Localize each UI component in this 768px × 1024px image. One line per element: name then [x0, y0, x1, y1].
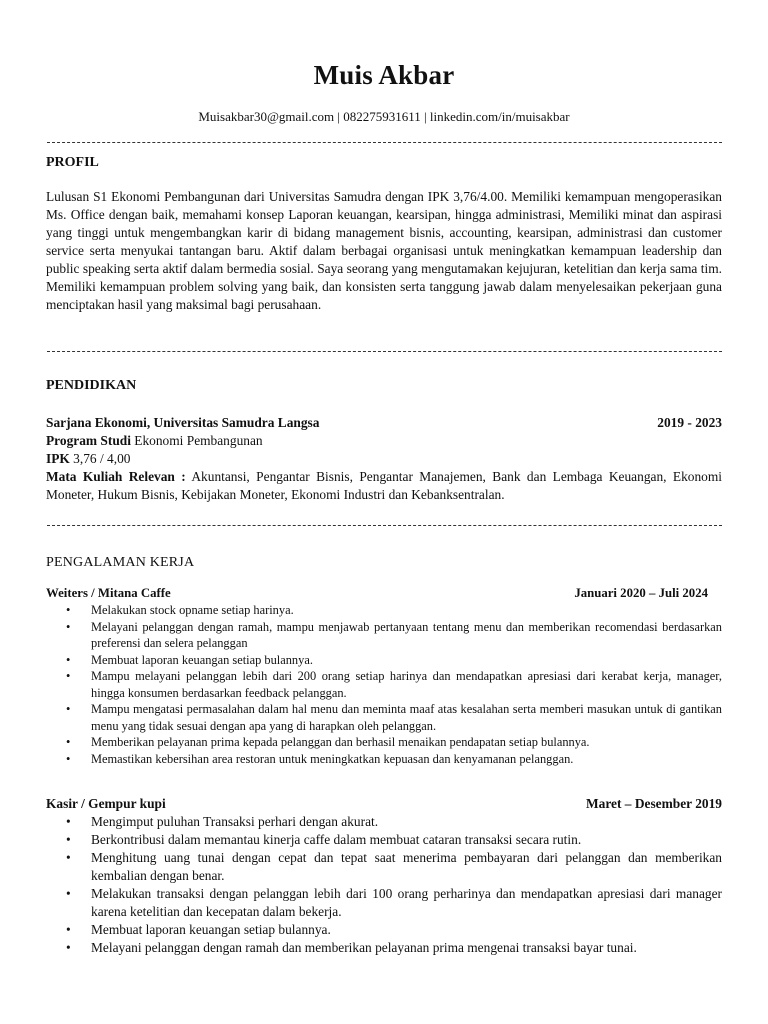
job-2-bullets: [46, 813, 722, 957]
list-item: • Melayani pelanggan dengan ramah, mampu menjawab pertanyaan tentang menu dan memberikan recomendasi berdasarkan preferensi dan selera pelanggan: [46, 619, 722, 652]
job-1-header: [46, 584, 708, 602]
list-item: • Melakukan stock opname setiap harinya.: [46, 602, 722, 619]
pengalaman-heading: PENGALAMAN KERJA: [46, 555, 195, 570]
list-item: • Melayani pelanggan dengan ramah dan memberikan pelayanan prima mengenai transaksi bayar tunai.: [46, 939, 722, 957]
program-studi-line: [46, 432, 722, 450]
profil-text: Lulusan S1 Ekonomi Pembangunan dari Universitas Samudra dengan IPK 3,76/4.00. Memiliki kemampuan mengoperasikan Ms. Office dengan baik, memahami konsep Laporan keuangan, kearsipan, hingga administrasi, Memiliki minat dan aspirasi yang tinggi untuk mengembangkan karir di bidang management bisnis, accounting, kearsipan, administrasi dan customer service serta menyukai tantangan baru. Aktif dalam berbagai organisasi untuk meningkatkan kemampuan leadership dan public speaking serta aktif dalam bermedia sosial. Saya seorang yang mengutamakan kejujuran, ketelitian dan kerja sama tim. Memiliki kemampuan problem solving yang baik, dan konsisten serta tanggung jawab dalam menyelesaikan pekerjaan guna menciptakan hasil yang maksimal bagi perusahaan.: [46, 189, 722, 312]
job-1-bullets: [46, 602, 722, 767]
courses-line: [46, 468, 722, 504]
ipk-line: [46, 450, 722, 468]
job-1-period: Januari 2020 – Juli 2024: [574, 586, 708, 600]
education-degree-row: [46, 414, 722, 432]
job-2-title: Kasir / Gempur kupi: [46, 796, 166, 811]
courses-label: Mata Kuliah Relevan :: [46, 469, 186, 484]
section-divider: [47, 525, 722, 526]
job-2-header: [46, 795, 722, 813]
list-item: • Mampu melayani pelanggan lebih dari 200 orang setiap harinya dan mendapatkan apresiasi dari kerabat kerja, manager, hingga konsumen berdasarkan feedback pelanggan.: [46, 668, 722, 701]
list-item: • Memberikan pelayanan prima kepada pelanggan dan berhasil menaikan pendapatan setiap bulannya.: [46, 734, 722, 751]
degree-title: Sarjana Ekonomi, Universitas Samudra Langsa: [46, 415, 320, 430]
pendidikan-heading: PENDIDIKAN: [46, 378, 137, 393]
list-item: • Menghitung uang tunai dengan cepat dan tepat saat menerima pembayaran dari pelanggan dan memberikan kembalian dengan benar.: [46, 849, 722, 885]
ipk-label: IPK: [46, 451, 70, 466]
job-2-period: Maret – Desember 2019: [586, 796, 722, 811]
program-label: Program Studi: [46, 433, 131, 448]
degree-years: 2019 - 2023: [657, 415, 722, 430]
section-divider: [47, 142, 722, 143]
list-item: • Melakukan transaksi dengan pelanggan lebih dari 100 orang perharinya dan mendapatkan apresiasi dari manager karena ketelitian dan kecepatan dalam bekerja.: [46, 885, 722, 921]
profil-heading: PROFIL: [46, 155, 99, 170]
list-item: • Membuat laporan keuangan setiap bulannya.: [46, 652, 722, 669]
list-item: • Berkontribusi dalam memantau kinerja caffe dalam membuat cataran transaksi secara rutin.: [46, 831, 722, 849]
courses-value: Akuntansi, Pengantar Bisnis, Pengantar Manajemen, Bank dan Lembaga Keuangan, Ekonomi Moneter, Hukum Bisnis, Kebijakan Moneter, Ekonomi Industri dan Kebanksentralan.: [46, 469, 722, 502]
list-item: • Membuat laporan keuangan setiap bulannya.: [46, 921, 722, 939]
list-item: • Mampu mengatasi permasalahan dalam hal menu dan meminta maaf atas kesalahan serta memberi masukan untuk di gantikan menu yang tidak sesuai dengan apa yang di harapkan oleh pelanggan.: [46, 701, 722, 734]
list-item: • Mengimput puluhan Transaksi perhari dengan akurat.: [46, 813, 722, 831]
candidate-name: Muis Akbar: [313, 60, 455, 90]
job-1-title: Weiters / Mitana Caffe: [46, 586, 171, 600]
ipk-value: 3,76 / 4,00: [73, 451, 131, 466]
program-value: Ekonomi Pembangunan: [134, 433, 263, 448]
section-divider: [47, 351, 722, 352]
contact-line: Muisakbar30@gmail.com | 082275931611 | linkedin.com/in/muisakbar: [198, 109, 570, 124]
list-item: • Memastikan kebersihan area restoran untuk meningkatkan kepuasan dan kenyamanan pelanggan.: [46, 751, 722, 768]
